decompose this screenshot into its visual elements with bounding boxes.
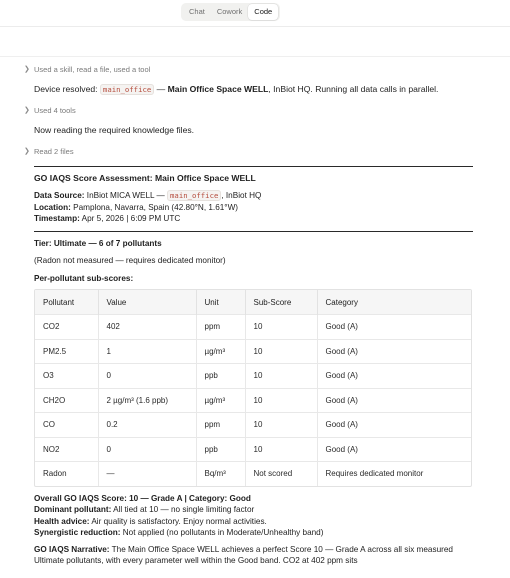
chevron-right-icon: ❯	[24, 148, 30, 155]
assessment-report	[34, 166, 473, 567]
report-title: GO IAQS Score Assessment: Main Office Space WELL	[34, 173, 256, 183]
tool-steps-toggle-2[interactable]	[24, 103, 484, 117]
table-cell: Good (A)	[317, 437, 471, 462]
table-header-row	[35, 290, 471, 315]
table-cell: Not scored	[245, 462, 317, 486]
table-cell: Radon	[35, 462, 98, 486]
table-cell: 0.2	[98, 413, 196, 438]
table-cell: 10	[245, 339, 317, 364]
tool-steps-toggle-3[interactable]	[24, 144, 484, 158]
table-cell: 10	[245, 413, 317, 438]
table-row	[35, 315, 471, 340]
tier-line: Tier: Ultimate — 6 of 7 pollutants	[34, 238, 162, 248]
overall-score-line: Overall GO IAQS Score: 10 — Grade A | Category: Good	[34, 493, 251, 503]
table-cell: 10	[245, 315, 317, 340]
source-code: main_office	[167, 190, 221, 201]
mode-cowork-button[interactable]: Cowork	[216, 7, 243, 16]
table-cell: Good (A)	[317, 364, 471, 389]
table-row	[35, 388, 471, 413]
table-cell: Bq/m³	[196, 462, 245, 486]
device-code: main_office	[100, 84, 154, 95]
table-cell: 10	[245, 388, 317, 413]
table-cell: Requires dedicated monitor	[317, 462, 471, 486]
table-cell: µg/m³	[196, 388, 245, 413]
table-cell: 10	[245, 364, 317, 389]
mode-code-button[interactable]: Code	[248, 4, 278, 20]
location-line: Location: Pamplona, Navarra, Spain (42.80°N, 1.61°W)	[34, 202, 239, 212]
table-cell: Good (A)	[317, 315, 471, 340]
column-header: Category	[317, 290, 471, 315]
table-cell: 0	[98, 437, 196, 462]
table-cell: 0	[98, 364, 196, 389]
table-cell: Good (A)	[317, 339, 471, 364]
dominant-pollutant-line: Dominant pollutant: All tied at 10 — no single limiting factor	[34, 505, 255, 514]
table-cell: ppm	[196, 413, 245, 438]
table-cell: CO2	[35, 315, 98, 340]
column-header: Value	[98, 290, 196, 315]
table-row	[35, 339, 471, 364]
chevron-right-icon: ❯	[24, 66, 30, 73]
assistant-message-device: Device resolved: main_office — Main Office Space WELL, InBiot HQ. Running all data calls in parallel.	[34, 84, 439, 94]
radon-note: (Radon not measured — requires dedicated monitor)	[34, 256, 226, 265]
table-cell: ppb	[196, 437, 245, 462]
table-cell: ppb	[196, 364, 245, 389]
health-advice-line: Health advice: Air quality is satisfactory. Enjoy normal activities.	[34, 516, 267, 526]
table-cell: 10	[245, 437, 317, 462]
subscores-table	[34, 289, 472, 487]
table-cell: Good (A)	[317, 388, 471, 413]
table-cell: O3	[35, 364, 98, 389]
table-row	[35, 437, 471, 462]
subscores-heading: Per-pollutant sub-scores:	[34, 273, 134, 283]
table-cell: PM2.5	[35, 339, 98, 364]
table-cell: Good (A)	[317, 413, 471, 438]
table-cell: CH2O	[35, 388, 98, 413]
table-cell: 2 µg/m³ (1.6 ppb)	[98, 388, 196, 413]
timestamp-line: Timestamp: Apr 5, 2026 | 6:09 PM UTC	[34, 214, 181, 223]
divider	[34, 166, 473, 167]
chevron-right-icon: ❯	[24, 107, 30, 114]
assistant-message-reading: Now reading the required knowledge files.	[34, 125, 195, 135]
header-divider	[0, 56, 510, 57]
conversation	[24, 62, 484, 567]
table-cell: —	[98, 462, 196, 486]
table-cell: µg/m³	[196, 339, 245, 364]
column-header: Pollutant	[35, 290, 98, 315]
table-cell: 1	[98, 339, 196, 364]
tool-steps-label-2: Used 4 tools	[34, 105, 76, 115]
table-cell: ppm	[196, 315, 245, 340]
tool-steps-toggle-1[interactable]	[24, 62, 484, 76]
data-source-line: Data Source: InBiot MICA WELL — main_office , InBiot HQ	[34, 191, 262, 200]
table-row	[35, 462, 471, 486]
divider	[34, 231, 473, 232]
tool-steps-label-3: Read 2 files	[34, 146, 74, 156]
column-header: Sub-Score	[245, 290, 317, 315]
top-bar	[0, 0, 510, 27]
table-cell: 402	[98, 315, 196, 340]
narrative-paragraph: GO IAQS Narrative: The Main Office Space WELL achieves a perfect Score 10 — Grade A across all six measured Ultimate pollutants, with every parameter well within the Good band. CO2 at 402 ppm sits	[34, 544, 453, 565]
device-name: Main Office Space WELL	[167, 84, 269, 94]
table-cell: NO2	[35, 437, 98, 462]
mode-switch	[181, 3, 280, 21]
table-row	[35, 413, 471, 438]
mode-chat-button[interactable]: Chat	[189, 7, 205, 16]
table-cell: CO	[35, 413, 98, 438]
column-header: Unit	[196, 290, 245, 315]
tool-steps-label-1: Used a skill, read a file, used a tool	[34, 64, 151, 74]
table-row	[35, 364, 471, 389]
synergistic-line: Synergistic reduction: Not applied (no pollutants in Moderate/Unhealthy band)	[34, 528, 324, 537]
